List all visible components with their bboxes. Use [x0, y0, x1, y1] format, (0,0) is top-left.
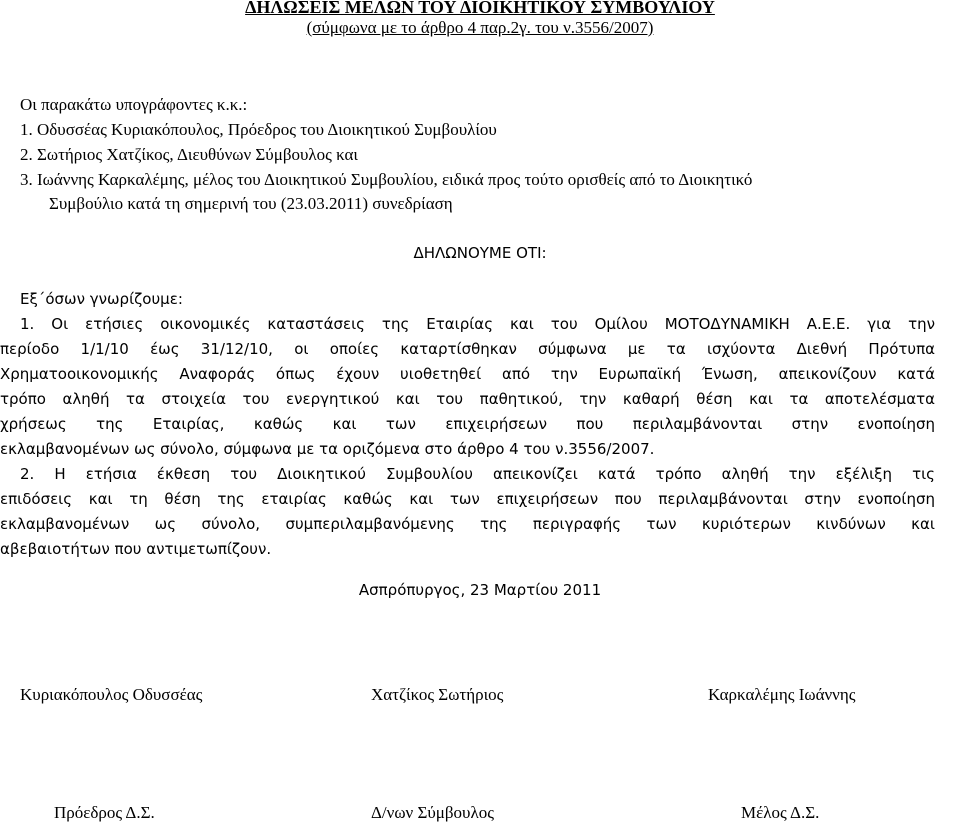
as-known-text: Εξ΄όσων γνωρίζουμε:: [20, 290, 183, 308]
signatory-name: Χατζίκος Σωτήριος: [371, 685, 504, 704]
document-title: ΔΗΛΩΣΕΙΣ ΜΕΛΩΝ ΤΟΥ ΔΙΟΙΚΗΤΙΚΟΥ ΣΥΜΒΟΥΛΙΟΥ: [245, 0, 715, 17]
member-item: 3. Ιωάννης Καρκαλέμης, μέλος του Διοικητικού Συμβουλίου, ειδικά προς τούτο ορισθείς από το Διοικητικό: [20, 170, 753, 189]
place-date: Ασπρόπυργος, 23 Μαρτίου 2011: [358, 581, 602, 599]
paragraph-1-line: εκλαμβανομένων ως σύνολο, σύμφωνα με τα οριζόμενα στο άρθρο 4 του ν.3556/2007.: [0, 440, 655, 458]
paragraph-2-line: αβεβαιοτήτων που αντιμετωπίζουν.: [0, 540, 272, 558]
paragraph-2-line: εκλαμβανομένων ως σύνολο, συμπεριλαμβανόμενης της περιγραφής των κυριότερων κινδύνων και: [0, 515, 935, 533]
signatory-name: Κυριακόπουλος Οδυσσέας: [20, 685, 203, 704]
signatory-role: Δ/νων Σύμβουλος: [371, 803, 494, 822]
signatory-role: Πρόεδρος Δ.Σ.: [54, 803, 155, 822]
declare-heading: ΔΗΛΩΝΟΥΜΕ ΟΤΙ:: [413, 244, 547, 262]
document-subtitle: (σύμφωνα με το άρθρο 4 παρ.2γ. του ν.3556/2007): [306, 18, 654, 37]
signatory-role: Μέλος Δ.Σ.: [741, 803, 820, 822]
intro-text: Οι παρακάτω υπογράφοντες κ.κ.:: [20, 95, 248, 114]
paragraph-1-line: 1. Οι ετήσιες οικονομικές καταστάσεις της Εταιρίας και του Ομίλου ΜΟΤΟΔΥΝΑΜΙΚΗ Α.Ε.Ε. για την: [20, 315, 935, 333]
paragraph-1-line: περίοδο 1/1/10 έως 31/12/10, οι οποίες καταρτίσθηκαν σύμφωνα με τα ισχύοντα Διεθνή Πρότυπα: [0, 340, 935, 358]
paragraph-1-line: Χρηματοοικονομικής Αναφοράς όπως έχουν υιοθετηθεί από την Ευρωπαϊκή Ένωση, απεικονίζουν κατά: [0, 365, 935, 383]
paragraph-1-line: τρόπο αληθή τα στοιχεία του ενεργητικού και του παθητικού, την καθαρή θέση και τα αποτελέσματα: [0, 390, 935, 408]
paragraph-1-line: χρήσεως της Εταιρίας, καθώς και των επιχειρήσεων που περιλαμβάνονται στην ενοποίηση: [0, 415, 935, 433]
paragraph-2-line: επιδόσεις και τη θέση της εταιρίας καθώς και των επιχειρήσεων που περιλαμβάνονται στην ενοποίηση: [0, 490, 935, 508]
member-item: 2. Σωτήριος Χατζίκος, Διευθύνων Σύμβουλος και: [20, 145, 359, 164]
member-item-continuation: Συμβούλιο κατά τη σημερινή του (23.03.2011) συνεδρίαση: [49, 194, 453, 213]
member-item: 1. Οδυσσέας Κυριακόπουλος, Πρόεδρος του Διοικητικού Συμβουλίου: [20, 120, 497, 139]
paragraph-2-line: 2. Η ετήσια έκθεση του Διοικητικού Συμβουλίου απεικονίζει κατά τρόπο αληθή την εξέλιξη τις: [20, 465, 935, 483]
signatory-name: Καρκαλέμης Ιωάννης: [708, 685, 856, 704]
